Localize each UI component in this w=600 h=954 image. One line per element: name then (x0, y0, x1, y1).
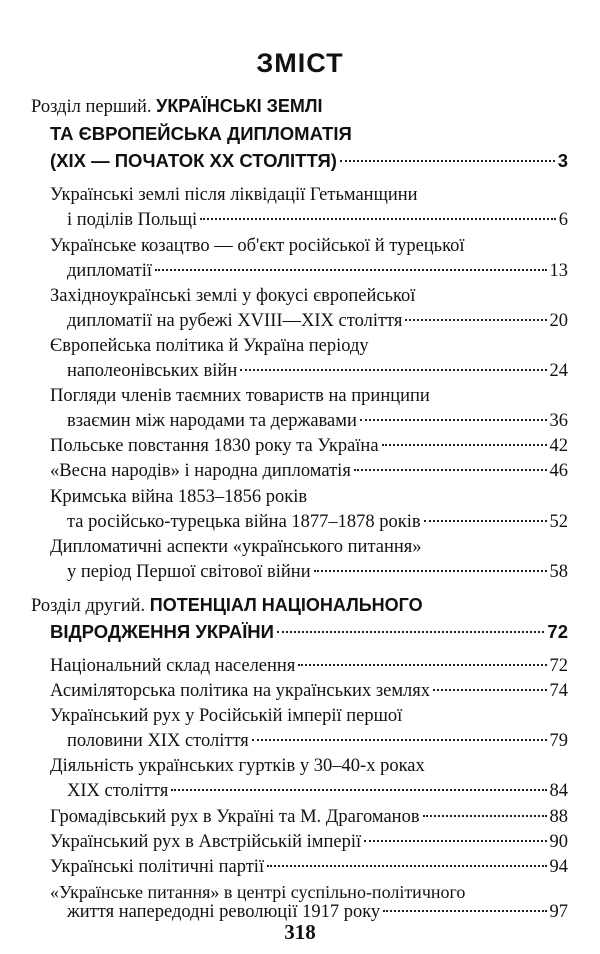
toc-entry-line: життя напередодні революції 1917 року (67, 902, 381, 922)
page-ref: 13 (549, 261, 568, 281)
toc-entry-line: дипломатії (67, 261, 153, 281)
page-ref: 79 (549, 731, 568, 751)
page-number: 318 (284, 920, 316, 944)
page-ref: 52 (549, 512, 568, 532)
toc-row[interactable] (50, 829, 568, 855)
page-ref: 6 (558, 210, 568, 230)
toc-entry-line: «Українське питання» в центрі суспільно-політичного (50, 882, 466, 902)
toc-row[interactable] (50, 804, 568, 830)
page-ref: 24 (549, 361, 568, 381)
page-ref: 20 (549, 311, 568, 331)
toc-row[interactable] (67, 559, 568, 585)
toc-row[interactable] (50, 678, 568, 704)
part-title-line: ВІДРОДЖЕННЯ УКРАЇНИ (50, 621, 274, 642)
page-ref: 36 (549, 411, 568, 431)
leader-dots (171, 788, 546, 791)
leader-dots (405, 318, 546, 321)
leader-dots (382, 443, 547, 446)
toc-row[interactable] (50, 854, 568, 880)
toc-entry-line: Погляди членів таємних товариств на принципи (50, 386, 430, 406)
toc-entry-line: Західноукраїнські землі у фокусі європейської (50, 286, 416, 306)
page-ref: 3 (557, 150, 568, 171)
leader-dots (360, 418, 547, 421)
leader-dots (314, 569, 547, 572)
toc-row[interactable] (67, 509, 568, 535)
toc-entry-line: Український рух у Російській імперії першої (50, 706, 403, 726)
leader-dots (240, 368, 546, 371)
toc-row[interactable] (67, 258, 568, 284)
leader-dots (364, 839, 546, 842)
toc-entry-line: Український рух в Австрійській імперії (50, 832, 362, 852)
toc-entry-line: Українське козацтво — об'єкт російської й турецької (50, 236, 465, 256)
toc-entry-line: половини XIX століття (67, 731, 249, 751)
toc-entry-line: Польське повстання 1830 року та Україна (50, 436, 379, 456)
toc-row[interactable] (50, 433, 568, 459)
toc-entry-line: Українські політичні партії (50, 857, 265, 877)
leader-dots (155, 268, 546, 271)
leader-dots (433, 688, 546, 691)
toc-entry-line: Дипломатичні аспекти «українського питання» (50, 537, 422, 557)
leader-dots (423, 814, 547, 817)
toc-row[interactable] (67, 728, 568, 754)
toc-entry-line: та російсько-турецька війна 1877–1878 років (67, 512, 421, 532)
page-ref: 42 (549, 436, 568, 456)
page-title: ЗМІСТ (256, 48, 344, 78)
page-ref: 72 (547, 621, 568, 642)
toc-entry-line: «Весна народів» і народна дипломатія (50, 461, 351, 481)
toc-entry-line: Національний склад населення (50, 656, 296, 676)
toc-entry-line: Українські землі після ліквідації Гетьманщини (50, 185, 418, 205)
leader-dots (383, 909, 546, 912)
part-label: Розділ другий. (31, 596, 146, 616)
toc-entry-line: взаємин між народами та державами (67, 411, 357, 431)
leader-dots (340, 159, 555, 162)
toc-entry-line: дипломатії на рубежі XVIII—XIX століття (67, 311, 403, 331)
leader-dots (298, 663, 546, 666)
toc-entry-line: наполеонівських війн (67, 361, 238, 381)
leader-dots (200, 217, 556, 220)
toc-row[interactable] (50, 148, 568, 174)
part-heading-2 (31, 592, 423, 618)
part-title-line: ТА ЄВРОПЕЙСЬКА ДИПЛОМАТІЯ (50, 123, 352, 144)
toc-entry-line: Кримська війна 1853–1856 років (50, 487, 308, 507)
page-ref: 94 (549, 857, 568, 877)
toc-row[interactable] (67, 408, 568, 434)
leader-dots (252, 738, 547, 741)
toc-entry-line: Громадівський рух в Україні та М. Драгоманов (50, 807, 420, 827)
page-ref: 84 (549, 781, 568, 801)
toc-row[interactable] (67, 358, 568, 384)
part-title-line: ПОТЕНЦІАЛ НАЦІОНАЛЬНОГО (149, 595, 423, 615)
part-title-line: (XIX — ПОЧАТОК XX СТОЛІТТЯ) (50, 150, 337, 171)
toc-entry-line: Діяльність українських гуртків у 30–40-х роках (50, 756, 425, 776)
toc-entry-line: XIX століття (67, 781, 169, 801)
part-title-line: УКРАЇНСЬКІ ЗЕМЛІ (156, 96, 323, 116)
page-ref: 74 (549, 681, 568, 701)
toc-row[interactable] (50, 458, 568, 484)
leader-dots (277, 630, 544, 633)
page-ref: 90 (549, 832, 568, 852)
page-ref: 58 (549, 562, 568, 582)
toc-entry-line: Європейська політика й Україна періоду (50, 336, 369, 356)
toc-row[interactable] (50, 619, 568, 645)
part-heading-1 (31, 93, 323, 119)
page-ref: 46 (549, 461, 568, 481)
page-ref: 88 (549, 807, 568, 827)
toc-entry-line: Асиміляторська політика на українських землях (50, 681, 431, 701)
page-ref: 97 (549, 902, 568, 922)
toc-row[interactable] (50, 653, 568, 679)
leader-dots (354, 468, 547, 471)
toc-row[interactable] (67, 308, 568, 334)
page-ref: 72 (549, 656, 568, 676)
leader-dots (267, 864, 546, 867)
toc-row[interactable] (67, 207, 568, 233)
part-label: Розділ перший. (31, 97, 152, 117)
toc-entry-line: і поділів Польщі (67, 210, 198, 230)
toc-row[interactable] (67, 778, 568, 804)
leader-dots (424, 519, 547, 522)
toc-entry-line: у період Першої світової війни (67, 562, 311, 582)
